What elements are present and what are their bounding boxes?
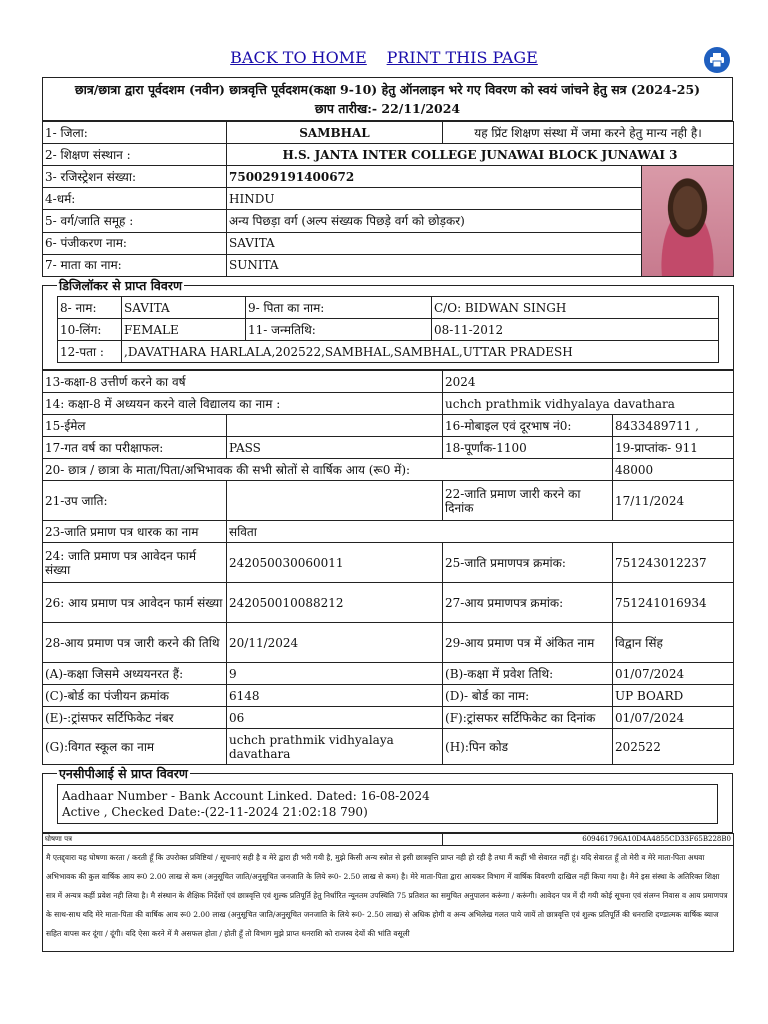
tc-number-label: (E)-:ट्रांसफर सर्टिफिकेट नंबर (43, 707, 227, 729)
class-label: (A)-कक्षा जिसमे अध्ययनरत हैं: (43, 663, 227, 685)
r17-label: 17-गत वर्ष का परीक्षाफल: (43, 437, 227, 459)
r23-label: 23-जाति प्रमाण पत्र धारक का नाम (43, 521, 227, 543)
r15-value (227, 415, 443, 437)
dl-gender-value: FEMALE (122, 319, 246, 341)
registered-name-value: SAVITA (227, 232, 642, 254)
institution-label: 2- शिक्षण संस्थान : (43, 144, 227, 166)
r19-label: 19-प्राप्तांक- 911 (613, 437, 734, 459)
r15-label: 15-ईमेल (43, 415, 227, 437)
r13-label: 13-कक्षा-8 उत्तीर्ण करने का वर्ष (43, 371, 443, 393)
r26-label: 26: आय प्रमाण पत्र आवेदन फार्म संख्या (43, 583, 227, 623)
r13-value: 2024 (443, 371, 734, 393)
dl-address-value: ,DAVATHARA HARLALA,202522,SAMBHAL,SAMBHAL,UTTAR PRADESH (122, 341, 719, 363)
previous-school-value: uchch prathmik vidhyalaya davathara (227, 729, 443, 765)
r28-label: 28-आय प्रमाण पत्र जारी करने की तिथि (43, 623, 227, 663)
board-reg-value: 6148 (227, 685, 443, 707)
digilocker-section (42, 277, 734, 370)
r22-label: 22-जाति प्रमाण जारी करने का दिनांक (443, 481, 613, 521)
dl-father-value: C/O: BIDWAN SINGH (432, 297, 719, 319)
class-value: 9 (227, 663, 443, 685)
admission-date-label: (B)-कक्षा में प्रवेश तिथि: (443, 663, 613, 685)
tc-date-value: 01/07/2024 (613, 707, 734, 729)
r16-label: 16-मोबाइल एवं दूरभाष नं0: (443, 415, 613, 437)
r22-value: 17/11/2024 (613, 481, 734, 521)
npci-section (42, 765, 733, 833)
npci-line-1: Aadhaar Number - Bank Account Linked. Dated: 16-08-2024 (62, 789, 430, 803)
r20-value: 48000 (613, 459, 734, 481)
top-navigation (0, 48, 768, 74)
previous-school-label: (G):विगत स्कूल का नाम (43, 729, 227, 765)
district-label: 1- जिला: (43, 122, 227, 144)
r25-value: 751243012237 (613, 543, 734, 583)
r29-label: 29-आय प्रमाण पत्र में अंकित नाम (443, 623, 613, 663)
registration-value: 750029191400672 (227, 166, 642, 188)
board-reg-label: (C)-बोर्ड का पंजीयन क्रमांक (43, 685, 227, 707)
dl-name-label: 8- नाम: (58, 297, 122, 319)
r24-value: 242050030060011 (227, 543, 443, 583)
r21-label: 21-उप जाति: (43, 481, 227, 521)
declaration-text: मै एतद्द्वारा यह घोषणा करता / करती हूँ कि उपरोक्त प्रविष्टियां / सूचनाएं सही है व मेरे द्वारा ही भरी गयी है, मुझे किसी अन्य स्त्रोत से इसी छात्रवृत्ति प्राप्त नही हो रही है तथा मैं कहीं भी सेवारत नहीं हूं। यदि सेवारत हूँ तो मेरी व मेरे माता-पिता अथवा अभिभावक की कुल वार्षिक आय रू0 2.00 लाख से कम (अनुसूचित जाति/अनुसूचित जनजाति के लिये रू0- 2.50 लाख से कम) है। मेरे माता-पिता द्वारा आयकर विभाग में वार्षिक विवरणी दाखिल नहीं किया गया है। मैने इस संस्था के अतिरिक्त शिक्षा सत्र में अन्यत्र कहीं प्रवेश नही लिया है। मै संस्थान के शैक्षिक निर्देशों एवं छात्रवृत्ति एवं शुल्क प्रतिपूर्ति हेतु निर्धारित न्यूनतम उपस्थिति 75 प्रतिशत का समुचित अनुपालन करूंगा / करूंगी। आवेदन पत्र में दी गयी कोई सूचना एवं संलग्न निवास व आय प्रमाणपत्र के साथ-साथ यदि मेरे माता-पिता की वार्षिक आय रू0 2.00 लाख (अनुसूचित जाति/अनुसूचित जनजाति के लिये रू0- 2.50 लाख) से अधिक होगी व अन्य अभिलेख गलत पाये जायें तो छात्रवृत्ति एवं शुल्क प्रतिपूर्ति की धनराशि दण्डात्मक वार्षिक ब्याज सहित वापस कर दूंगा / दूंगी। यदि ऐसा करने में मै असफल होता / होती हूँ तो विभाग मुझे प्राप्त धनराशि को राजस्व देयों की भांति वसूली (43, 846, 734, 952)
r16-value: 8433489711 , (613, 415, 734, 437)
dl-dob-value: 08-11-2012 (432, 319, 719, 341)
r29-value: विद्वान सिंह (613, 623, 734, 663)
board-name-label: (D)- बोर्ड का नाम: (443, 685, 613, 707)
r24-label: 24: जाति प्रमाण पत्र आवेदन फार्म संख्या (43, 543, 227, 583)
r28-value: 20/11/2024 (227, 623, 443, 663)
r25-label: 25-जाति प्रमाणपत्र क्रमांक: (443, 543, 613, 583)
declaration-label: घोषणा पत्र (43, 834, 443, 846)
dl-gender-label: 10-लिंग: (58, 319, 122, 341)
district-value: SAMBHAL (227, 122, 443, 144)
r14-value: uchch prathmik vidhyalaya davathara (443, 393, 734, 415)
r21-value (227, 481, 443, 521)
r17-value: PASS (227, 437, 443, 459)
declaration-hash: 609461796A10D4A4855CD33F65B228B0 (443, 834, 734, 846)
r27-value: 751241016934 (613, 583, 734, 623)
r23-value: सविता (227, 521, 734, 543)
details-table (42, 370, 734, 765)
board-name-value: UP BOARD (613, 685, 734, 707)
r14-label: 14: कक्षा-8 में अध्ययन करने वाले विद्यालय का नाम : (43, 393, 443, 415)
digilocker-legend: डिजिलॉकर से प्राप्त विवरण (59, 278, 182, 293)
registered-name-label: 6- पंजीकरण नाम: (43, 232, 227, 254)
religion-value: HINDU (227, 188, 642, 210)
form-sheet (42, 77, 733, 952)
r26-value: 242050010088212 (227, 583, 443, 623)
institution-value: H.S. JANTA INTER COLLEGE JUNAWAI BLOCK JUNAWAI 3 (227, 144, 734, 166)
dl-name-value: SAVITA (122, 297, 246, 319)
mother-name-value: SUNITA (227, 254, 642, 276)
basic-info-table (42, 121, 734, 277)
back-to-home-link[interactable]: BACK TO HOME (230, 48, 367, 67)
dl-dob-label: 11- जन्मतिथि: (246, 319, 432, 341)
student-photo-cell (642, 166, 734, 277)
npci-table (57, 784, 718, 824)
form-header-cell (43, 78, 733, 121)
r27-label: 27-आय प्रमाणपत्र क्रमांक: (443, 583, 613, 623)
caste-group-label: 5- वर्ग/जाति समूह : (43, 210, 227, 232)
student-photo (642, 166, 733, 276)
form-header (42, 77, 733, 121)
r18-label: 18-पूर्णांक-1100 (443, 437, 613, 459)
dl-address-label: 12-पता : (58, 341, 122, 363)
print-date: छाप तारीख:- 22/11/2024 (314, 101, 461, 116)
caste-group-value: अन्य पिछड़ा वर्ग (अल्प संख्यक पिछड़े वर्ग को छोड़कर) (227, 210, 642, 232)
print-note: यह प्रिंट शिक्षण संस्था में जमा करने हेतु मान्य नही है। (443, 122, 734, 144)
pin-code-label: (H):पिन कोड (443, 729, 613, 765)
tc-date-label: (F):ट्रांसफर सर्टिफिकेट का दिनांक (443, 707, 613, 729)
declaration-table (42, 833, 734, 952)
registration-label: 3- रजिस्ट्रेशन संख्या: (43, 166, 227, 188)
npci-line-2: Active , Checked Date:-(22-11-2024 21:02:18 790) (62, 805, 368, 819)
digilocker-table (57, 296, 719, 363)
form-title: छात्र/छात्रा द्वारा पूर्वदशम (नवीन) छात्रवृत्ति पूर्वदशम(कक्षा 9-10) हेतु ऑनलाइन भरे गए विवरण को स्वयं जांचने हेतु सत्र (2024-25) (74, 82, 701, 97)
dl-father-label: 9- पिता का नाम: (246, 297, 432, 319)
npci-legend: एनसीपीआई से प्राप्त विवरण (59, 766, 188, 781)
admission-date-value: 01/07/2024 (613, 663, 734, 685)
religion-label: 4-धर्म: (43, 188, 227, 210)
pin-code-value: 202522 (613, 729, 734, 765)
mother-name-label: 7- माता का नाम: (43, 254, 227, 276)
printer-icon[interactable] (704, 47, 730, 73)
print-page-link[interactable]: PRINT THIS PAGE (386, 48, 538, 67)
r20-label: 20- छात्र / छात्रा के माता/पिता/अभिभावक की सभी स्रोतों से वार्षिक आय (रू0 में): (43, 459, 613, 481)
tc-number-value: 06 (227, 707, 443, 729)
